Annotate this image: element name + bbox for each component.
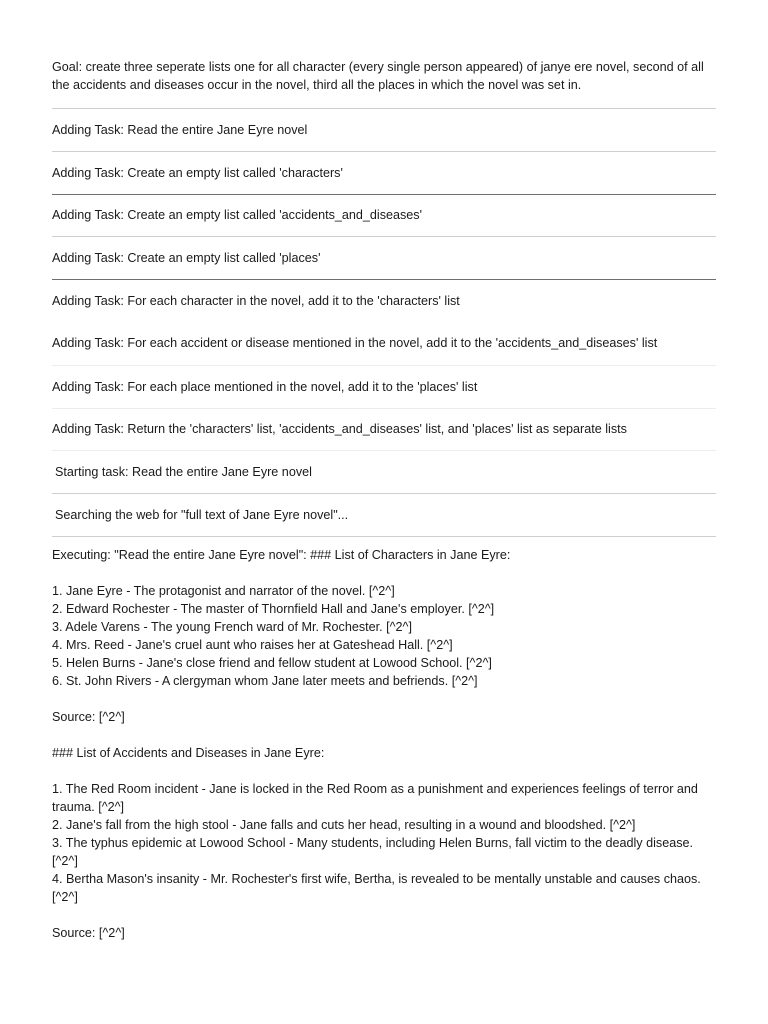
task-label: Adding Task: Read the entire Jane Eyre novel [52,122,308,137]
task-label: Adding Task: For each accident or disease mentioned in the novel, add it to the 'accidents_and_diseases' list [52,336,658,351]
character-list-item: 6. St. John Rivers - A clergyman whom Jane later meets and befriends. [^2^] [52,673,478,688]
execution-header: Executing: "Read the entire Jane Eyre novel": ### List of Characters in Jane Eyre: [52,547,511,562]
accidents-header: ### List of Accidents and Diseases in Jane Eyre: [52,745,325,760]
character-list-item: 4. Mrs. Reed - Jane's cruel aunt who raises her at Gateshead Hall. [^2^] [52,637,453,652]
task-label: Adding Task: Create an empty list called 'places' [52,251,321,266]
task-item [52,365,716,408]
accident-list-item: 1. The Red Room incident - Jane is locked in the Red Room as a punishment and experiences feelings of terror and trauma. [^2^] [52,781,698,814]
search-status [52,493,716,536]
task-label: Adding Task: Return the 'characters' list, 'accidents_and_diseases' list, and 'places' list as separate lists [52,422,627,437]
source-citation: Source: [^2^] [52,925,125,940]
character-list-item: 1. Jane Eyre - The protagonist and narrator of the novel. [^2^] [52,583,395,598]
character-list-item: 3. Adele Varens - The young French ward of Mr. Rochester. [^2^] [52,619,412,634]
character-list-item: 5. Helen Burns - Jane's close friend and fellow student at Lowood School. [^2^] [52,655,492,670]
task-item [52,194,716,237]
character-list-item: 2. Edward Rochester - The master of Thornfield Hall and Jane's employer. [^2^] [52,601,495,616]
task-label: Adding Task: For each character in the novel, add it to the 'characters' list [52,294,460,309]
task-label: Adding Task: Create an empty list called 'characters' [52,165,343,180]
execution-output [52,536,716,942]
goal-text: Goal: create three seperate lists one for all character (every single person appeared) of janye ere novel, second of all the accidents and diseases occur in the novel, third all the places in which the novel was set in. [52,60,704,92]
starting-task [52,450,716,493]
task-item [52,151,716,194]
source-citation: Source: [^2^] [52,709,125,724]
search-status-label: Searching the web for "full text of Jane Eyre novel"... [55,508,349,523]
task-item [52,279,716,322]
accident-list-item: 2. Jane's fall from the high stool - Jane falls and cuts her head, resulting in a wound and bloodshed. [^2^] [52,817,636,832]
task-label: Adding Task: Create an empty list called 'accidents_and_diseases' [52,208,423,223]
document-page [52,58,716,942]
task-item [52,108,716,151]
accident-list-item: 3. The typhus epidemic at Lowood School - Many students, including Helen Burns, fall victim to the deadly disease. [^2^] [52,835,694,868]
task-item [52,408,716,451]
accident-list-item: 4. Bertha Mason's insanity - Mr. Rochester's first wife, Bertha, is revealed to be mentally unstable and causes chaos. [^2^] [52,871,701,904]
starting-task-label: Starting task: Read the entire Jane Eyre novel [55,465,312,480]
task-item [52,236,716,279]
task-label: Adding Task: For each place mentioned in the novel, add it to the 'places' list [52,379,478,394]
task-item [52,322,716,365]
